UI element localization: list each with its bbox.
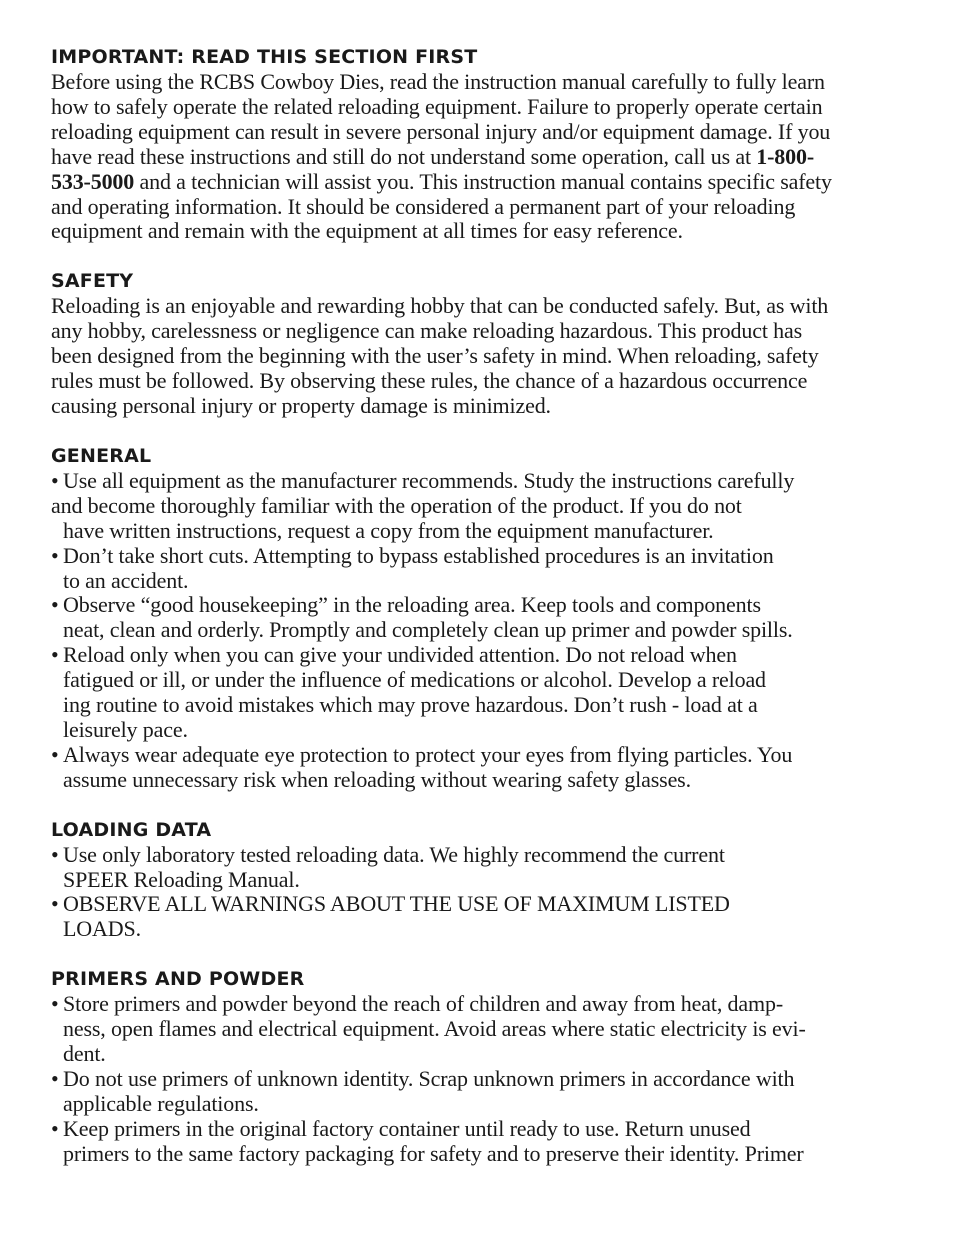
bullet-item [51, 743, 911, 793]
bullet-glyph: • [51, 991, 59, 1017]
section-heading-primers-and-powder: PRIMERS AND POWDER [51, 968, 305, 991]
bullet-item [51, 544, 911, 594]
bullet-item [51, 643, 911, 743]
primers-bullet-list [51, 992, 911, 1166]
bullet-line: ness, open flames and electrical equipment. Avoid areas where static electricity is evi- [63, 1016, 806, 1042]
bullet-glyph: • [51, 1115, 59, 1141]
bullet-line: Always wear adequate eye protection to protect your eyes from flying particles. You [63, 741, 793, 767]
section-important [51, 44, 911, 244]
phone-intro-text: have read these instructions and still do not understand some operation, call us at [51, 143, 757, 169]
paragraph-line: and operating information. It should be considered a permanent part of your reloading [51, 193, 796, 219]
bullet-line: fatigued or ill, or under the influence of medications or alcohol. Develop a reload [63, 667, 766, 693]
section-heading-important: IMPORTANT: READ THIS SECTION FIRST [51, 46, 478, 68]
bullet-glyph: • [51, 592, 59, 618]
section-general [51, 443, 911, 793]
after-phone-text: and a technician will assist you. This instruction manual contains specific safety [134, 168, 832, 194]
bullet-line: OBSERVE ALL WARNINGS ABOUT THE USE OF MAXIMUM LISTED [63, 891, 730, 917]
phone-number-part1: 1-800- [756, 143, 815, 169]
bullet-glyph: • [51, 841, 59, 867]
section-heading-safety: SAFETY [51, 270, 134, 293]
paragraph-line: equipment and remain with the equipment at all times for easy reference. [51, 218, 683, 244]
important-paragraph [51, 70, 911, 244]
section-primers-and-powder [51, 966, 911, 1166]
bullet-line: applicable regulations. [63, 1090, 259, 1116]
paragraph-line: rules must be followed. By observing these rules, the chance of a hazardous occurrence [51, 368, 808, 394]
section-gap [51, 793, 911, 817]
bullet-line: Keep primers in the original factory container until ready to use. Return unused [63, 1115, 751, 1141]
general-bullet-list [51, 469, 911, 793]
bullet-line: Do not use primers of unknown identity. Scrap unknown primers in accordance with [63, 1066, 795, 1091]
bullet-line: neat, clean and orderly. Promptly and completely clean up primer and powder spills. [63, 617, 793, 643]
loading-data-bullet-list [51, 843, 911, 943]
bullet-line: SPEER Reloading Manual. [63, 866, 300, 892]
bullet-glyph: • [51, 891, 59, 917]
bullet-line: Use only laboratory tested reloading data. We highly recommend the current [63, 841, 725, 867]
bullet-line: to an accident. [63, 567, 189, 593]
section-loading-data [51, 817, 911, 943]
paragraph-line: reloading equipment can result in severe personal injury and/or equipment damage. If you [51, 118, 831, 144]
paragraph-line: how to safely operate the related reloading equipment. Failure to properly operate certain [51, 93, 823, 119]
section-gap [51, 244, 911, 268]
bullet-line: assume unnecessary risk when reloading without wearing safety glasses. [63, 766, 691, 792]
bullet-item [51, 992, 911, 1067]
bullet-line: Use all equipment as the manufacturer recommends. Study the instructions carefully [63, 467, 795, 493]
bullet-glyph: • [51, 467, 59, 493]
bullet-line: dent. [63, 1041, 106, 1067]
bullet-line: Don’t take short cuts. Attempting to bypass established procedures is an invitation [63, 542, 774, 568]
bullet-item [51, 1117, 911, 1167]
bullet-line: primers to the same factory packaging for safety and to preserve their identity. Primer [63, 1140, 804, 1166]
bullet-item [51, 593, 911, 643]
bullet-line: Observe “good housekeeping” in the reloading area. Keep tools and components [63, 592, 761, 618]
safety-paragraph [51, 294, 911, 419]
section-heading-loading-data: LOADING DATA [51, 818, 212, 841]
paragraph-line: Reloading is an enjoyable and rewarding hobby that can be conducted safely. But, as with [51, 293, 829, 319]
bullet-line: LOADS. [63, 916, 141, 942]
bullet-line: have written instructions, request a copy from the equipment manufacturer. [63, 517, 714, 543]
bullet-item [51, 469, 911, 544]
bullet-item [51, 892, 911, 942]
section-gap [51, 942, 911, 966]
bullet-glyph: • [51, 542, 59, 568]
paragraph-line: causing personal injury or property damage is minimized. [51, 392, 551, 418]
paragraph-line: any hobby, carelessness or negligence can make reloading hazardous. This product has [51, 318, 803, 344]
bullet-line: leisurely pace. [63, 716, 188, 742]
document-page [51, 44, 911, 1167]
bullet-item [51, 1067, 911, 1117]
bullet-glyph: • [51, 1066, 59, 1091]
paragraph-line [51, 170, 911, 195]
bullet-item [51, 843, 911, 893]
section-heading-general: GENERAL [51, 444, 152, 467]
paragraph-line [51, 145, 911, 170]
section-gap [51, 419, 911, 443]
bullet-glyph: • [51, 741, 59, 767]
bullet-line: Reload only when you can give your undivided attention. Do not reload when [63, 642, 737, 668]
bullet-glyph: • [51, 642, 59, 668]
bullet-line: and become thoroughly familiar with the operation of the product. If you do not [51, 492, 742, 518]
bullet-line: ing routine to avoid mistakes which may prove hazardous. Don’t rush - load at a [63, 692, 758, 718]
paragraph-line: been designed from the beginning with the user’s safety in mind. When reloading, safety [51, 343, 819, 369]
paragraph-line: Before using the RCBS Cowboy Dies, read the instruction manual carefully to fully learn [51, 69, 825, 94]
bullet-line: Store primers and powder beyond the reach of children and away from heat, damp- [63, 991, 783, 1017]
phone-number-part2: 533-5000 [51, 168, 135, 194]
section-safety [51, 268, 911, 419]
